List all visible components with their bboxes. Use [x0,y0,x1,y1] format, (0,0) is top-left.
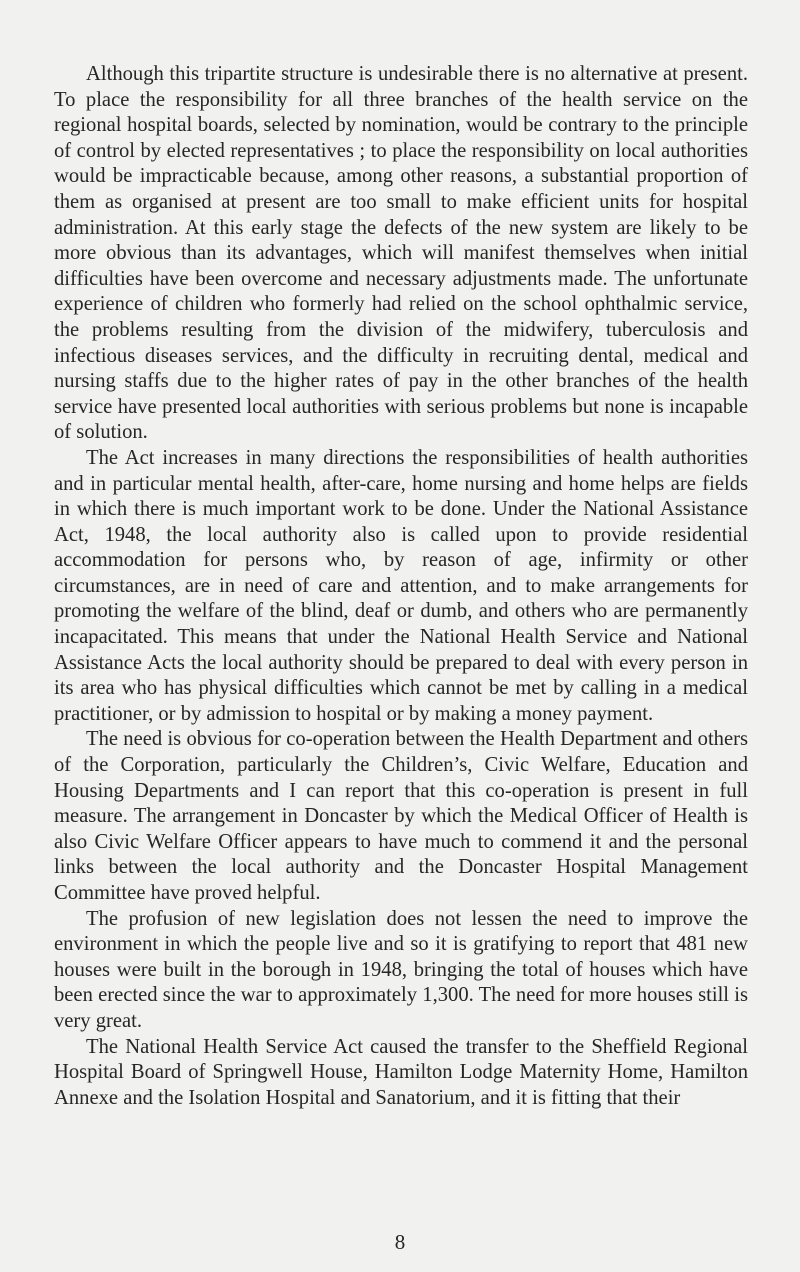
paragraph-tripartite-structure: Although this tripartite structure is undesirable there is no alternative at present. To place the responsibility for all three branches of the health service on the regional hospital boards, selected by nomination, would be contrary to the principle of control by elected representatives ; to place the responsibility on local authorities would be impracticable because, among other reasons, a substantial proportion of them as organised at present are too small to make efficient units for hospital administration. At this early stage the defects of the new system are likely to be more obvious than its advantages, which will manifest themselves when initial difficulties have been overcome and necessary adjustments made. The unfortunate experience of children who formerly had relied on the school ophthalmic service, the problems resulting from the division of the midwifery, tuberculosis and infectious diseases services, and the difficulty in recruiting dental, medical and nursing staffs due to the higher rates of pay in the other branches of the health service have presented local authorities with serious problems but none is incapable of solution. [54,63,748,444]
paragraph-hospital-transfer: The National Health Service Act caused the transfer to the Sheffield Regional Hospital Board of Springwell House, Hamilton Lodge Maternity Home, Hamilton Annexe and the Isolation Hospital and Sanatorium, and it is fitting that their [54,1035,748,1109]
paragraph-housing: The profusion of new legislation does not lessen the need to improve the environment in which the people live and so it is gratifying to report that 481 new houses were built in the borough in 1948, bringing the total of houses which have been erected since the war to approximately 1,300. The need for more houses still is very great. [54,907,748,1032]
document-page [54,62,748,1111]
page-number: 8 [394,1230,406,1254]
paragraph-responsibilities: The Act increases in many directions the responsibilities of health authorities and in particular mental health, after-care, home nursing and home helps are fields in which there is much important work to be done. Under the National Assistance Act, 1948, the local authority also is called upon to provide residential accommodation for persons who, by reason of age, infirmity or other circumstances, are in need of care and attention, and to make arrangements for promoting the welfare of the blind, deaf or dumb, and others who are permanently incapacitated. This means that under the National Health Service and National Assistance Acts the local authority should be prepared to deal with every person in its area who has physical difficulties which cannot be met by calling in a medical practitioner, or by admission to hospital or by making a money payment. [54,446,748,725]
paragraph-co-operation: The need is obvious for co-operation between the Health Department and others of the Corporation, particularly the Children’s, Civic Welfare, Education and Housing Departments and I can report that this co-operation is present in full measure. The arrangement in Doncaster by which the Medical Officer of Health is also Civic Welfare Officer appears to have much to commend it and the personal links between the local authority and the Doncaster Hospital Management Committee have proved helpful. [54,728,748,904]
